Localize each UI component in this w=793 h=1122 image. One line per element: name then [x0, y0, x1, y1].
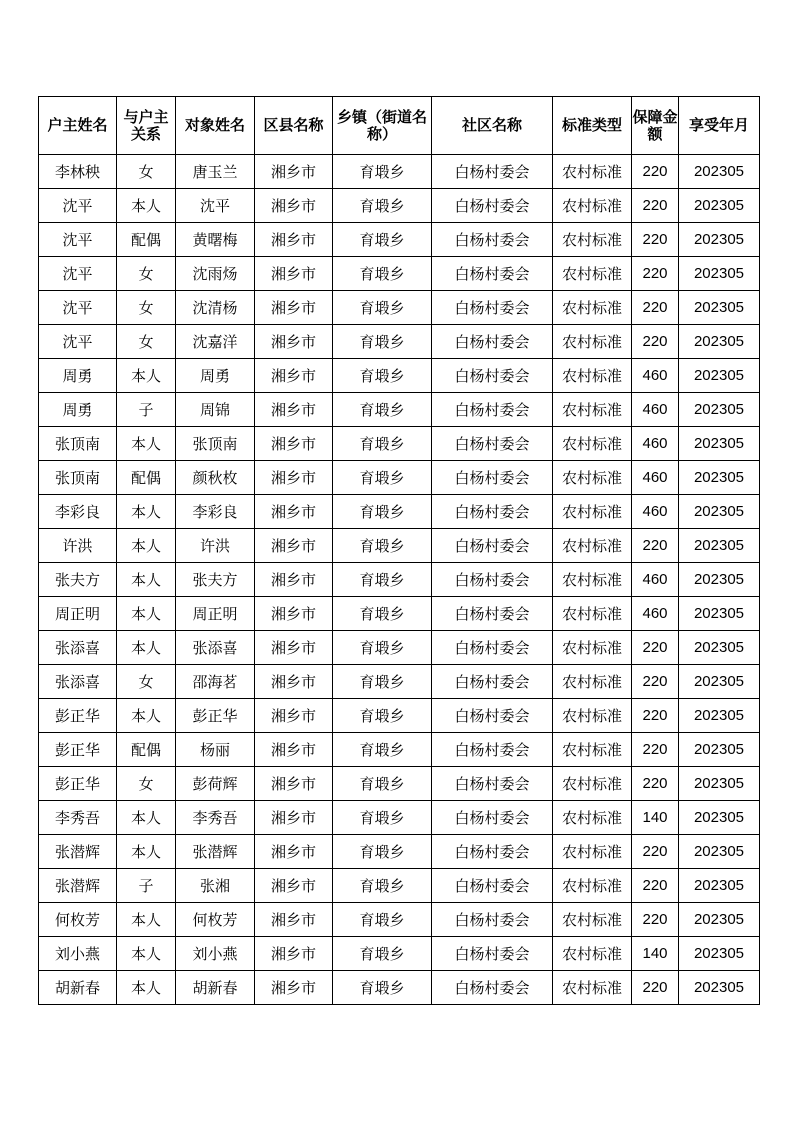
cell-householder-name: 李彩良: [39, 495, 117, 529]
cell-householder-name: 沈平: [39, 325, 117, 359]
table-row: [39, 733, 760, 767]
table-row: [39, 223, 760, 257]
cell-relationship: 本人: [117, 529, 176, 563]
cell-relationship: 配偶: [117, 733, 176, 767]
cell-township: 育塅乡: [333, 461, 432, 495]
cell-county: 湘乡市: [255, 223, 333, 257]
cell-relationship: 女: [117, 767, 176, 801]
cell-amount: 460: [632, 495, 679, 529]
cell-recipient-name: 沈清杨: [176, 291, 255, 325]
cell-county: 湘乡市: [255, 835, 333, 869]
header-standard-type: 标准类型: [553, 97, 632, 155]
cell-township: 育塅乡: [333, 359, 432, 393]
table-row: [39, 529, 760, 563]
cell-period: 202305: [679, 155, 760, 189]
cell-householder-name: 刘小燕: [39, 937, 117, 971]
cell-amount: 460: [632, 563, 679, 597]
cell-householder-name: 沈平: [39, 189, 117, 223]
table-row: [39, 291, 760, 325]
cell-recipient-name: 张湘: [176, 869, 255, 903]
cell-county: 湘乡市: [255, 325, 333, 359]
cell-amount: 220: [632, 869, 679, 903]
cell-period: 202305: [679, 189, 760, 223]
cell-township: 育塅乡: [333, 631, 432, 665]
cell-recipient-name: 彭荷辉: [176, 767, 255, 801]
cell-relationship: 本人: [117, 835, 176, 869]
cell-community: 白杨村委会: [432, 733, 553, 767]
cell-community: 白杨村委会: [432, 869, 553, 903]
cell-township: 育塅乡: [333, 699, 432, 733]
cell-recipient-name: 李秀吾: [176, 801, 255, 835]
cell-recipient-name: 彭正华: [176, 699, 255, 733]
cell-standard-type: 农村标准: [553, 971, 632, 1005]
cell-county: 湘乡市: [255, 597, 333, 631]
cell-township: 育塅乡: [333, 427, 432, 461]
cell-standard-type: 农村标准: [553, 189, 632, 223]
cell-community: 白杨村委会: [432, 971, 553, 1005]
cell-standard-type: 农村标准: [553, 869, 632, 903]
cell-relationship: 女: [117, 291, 176, 325]
cell-recipient-name: 李彩良: [176, 495, 255, 529]
table-row: [39, 257, 760, 291]
cell-township: 育塅乡: [333, 597, 432, 631]
cell-standard-type: 农村标准: [553, 461, 632, 495]
cell-county: 湘乡市: [255, 461, 333, 495]
cell-county: 湘乡市: [255, 801, 333, 835]
cell-householder-name: 张潜辉: [39, 835, 117, 869]
cell-relationship: 本人: [117, 189, 176, 223]
cell-recipient-name: 张潜辉: [176, 835, 255, 869]
cell-householder-name: 周正明: [39, 597, 117, 631]
cell-standard-type: 农村标准: [553, 801, 632, 835]
table-row: [39, 631, 760, 665]
cell-township: 育塅乡: [333, 767, 432, 801]
cell-amount: 460: [632, 393, 679, 427]
table-row: [39, 359, 760, 393]
cell-community: 白杨村委会: [432, 801, 553, 835]
header-township: 乡镇（街道名称）: [333, 97, 432, 155]
header-relationship: 与户主关系: [117, 97, 176, 155]
cell-county: 湘乡市: [255, 393, 333, 427]
cell-householder-name: 张添喜: [39, 665, 117, 699]
cell-township: 育塅乡: [333, 903, 432, 937]
cell-amount: 140: [632, 801, 679, 835]
cell-householder-name: 张夫方: [39, 563, 117, 597]
cell-county: 湘乡市: [255, 733, 333, 767]
cell-recipient-name: 周锦: [176, 393, 255, 427]
table-row: [39, 563, 760, 597]
cell-community: 白杨村委会: [432, 291, 553, 325]
cell-recipient-name: 何枚芳: [176, 903, 255, 937]
cell-community: 白杨村委会: [432, 257, 553, 291]
cell-township: 育塅乡: [333, 393, 432, 427]
table-row: [39, 801, 760, 835]
cell-householder-name: 张顶南: [39, 427, 117, 461]
cell-township: 育塅乡: [333, 733, 432, 767]
cell-relationship: 女: [117, 257, 176, 291]
cell-householder-name: 沈平: [39, 223, 117, 257]
cell-recipient-name: 周勇: [176, 359, 255, 393]
cell-period: 202305: [679, 835, 760, 869]
cell-period: 202305: [679, 971, 760, 1005]
cell-recipient-name: 颜秋枚: [176, 461, 255, 495]
cell-county: 湘乡市: [255, 529, 333, 563]
cell-householder-name: 许洪: [39, 529, 117, 563]
table-row: [39, 903, 760, 937]
cell-householder-name: 李秀吾: [39, 801, 117, 835]
cell-period: 202305: [679, 461, 760, 495]
cell-householder-name: 沈平: [39, 291, 117, 325]
cell-recipient-name: 胡新春: [176, 971, 255, 1005]
table-row: [39, 971, 760, 1005]
cell-community: 白杨村委会: [432, 529, 553, 563]
cell-community: 白杨村委会: [432, 767, 553, 801]
cell-recipient-name: 张添喜: [176, 631, 255, 665]
cell-standard-type: 农村标准: [553, 835, 632, 869]
cell-amount: 220: [632, 733, 679, 767]
cell-amount: 220: [632, 257, 679, 291]
cell-recipient-name: 张夫方: [176, 563, 255, 597]
header-row: [39, 97, 760, 155]
cell-community: 白杨村委会: [432, 155, 553, 189]
cell-amount: 220: [632, 155, 679, 189]
cell-county: 湘乡市: [255, 189, 333, 223]
cell-relationship: 子: [117, 393, 176, 427]
cell-period: 202305: [679, 597, 760, 631]
cell-township: 育塅乡: [333, 155, 432, 189]
cell-householder-name: 胡新春: [39, 971, 117, 1005]
cell-county: 湘乡市: [255, 427, 333, 461]
cell-amount: 220: [632, 529, 679, 563]
cell-householder-name: 周勇: [39, 359, 117, 393]
cell-community: 白杨村委会: [432, 937, 553, 971]
cell-community: 白杨村委会: [432, 223, 553, 257]
table-row: [39, 393, 760, 427]
cell-recipient-name: 黄曙梅: [176, 223, 255, 257]
cell-recipient-name: 许洪: [176, 529, 255, 563]
cell-township: 育塅乡: [333, 971, 432, 1005]
cell-township: 育塅乡: [333, 495, 432, 529]
cell-county: 湘乡市: [255, 699, 333, 733]
cell-recipient-name: 张顶南: [176, 427, 255, 461]
beneficiary-table: [38, 96, 760, 1005]
cell-relationship: 子: [117, 869, 176, 903]
cell-amount: 220: [632, 903, 679, 937]
cell-county: 湘乡市: [255, 767, 333, 801]
cell-relationship: 女: [117, 665, 176, 699]
cell-period: 202305: [679, 257, 760, 291]
cell-township: 育塅乡: [333, 325, 432, 359]
cell-township: 育塅乡: [333, 937, 432, 971]
cell-amount: 460: [632, 427, 679, 461]
cell-county: 湘乡市: [255, 563, 333, 597]
cell-standard-type: 农村标准: [553, 665, 632, 699]
cell-recipient-name: 杨丽: [176, 733, 255, 767]
cell-householder-name: 张添喜: [39, 631, 117, 665]
cell-relationship: 本人: [117, 597, 176, 631]
cell-standard-type: 农村标准: [553, 427, 632, 461]
table-row: [39, 597, 760, 631]
cell-period: 202305: [679, 903, 760, 937]
cell-township: 育塅乡: [333, 835, 432, 869]
table-row: [39, 869, 760, 903]
cell-amount: 220: [632, 189, 679, 223]
cell-amount: 220: [632, 291, 679, 325]
cell-community: 白杨村委会: [432, 325, 553, 359]
cell-community: 白杨村委会: [432, 835, 553, 869]
cell-period: 202305: [679, 495, 760, 529]
cell-householder-name: 彭正华: [39, 699, 117, 733]
cell-standard-type: 农村标准: [553, 597, 632, 631]
table-row: [39, 155, 760, 189]
header-county: 区县名称: [255, 97, 333, 155]
cell-relationship: 女: [117, 325, 176, 359]
cell-community: 白杨村委会: [432, 903, 553, 937]
table-row: [39, 767, 760, 801]
table-row: [39, 461, 760, 495]
table-row: [39, 495, 760, 529]
cell-householder-name: 李林秧: [39, 155, 117, 189]
cell-relationship: 本人: [117, 495, 176, 529]
cell-recipient-name: 刘小燕: [176, 937, 255, 971]
table-row: [39, 189, 760, 223]
cell-standard-type: 农村标准: [553, 937, 632, 971]
cell-amount: 460: [632, 359, 679, 393]
cell-community: 白杨村委会: [432, 393, 553, 427]
cell-period: 202305: [679, 937, 760, 971]
cell-period: 202305: [679, 631, 760, 665]
cell-period: 202305: [679, 325, 760, 359]
cell-relationship: 本人: [117, 903, 176, 937]
cell-householder-name: 沈平: [39, 257, 117, 291]
cell-standard-type: 农村标准: [553, 733, 632, 767]
cell-community: 白杨村委会: [432, 359, 553, 393]
cell-township: 育塅乡: [333, 529, 432, 563]
cell-period: 202305: [679, 223, 760, 257]
table-row: [39, 665, 760, 699]
cell-recipient-name: 邵海茗: [176, 665, 255, 699]
cell-community: 白杨村委会: [432, 189, 553, 223]
header-period: 享受年月: [679, 97, 760, 155]
cell-county: 湘乡市: [255, 631, 333, 665]
cell-county: 湘乡市: [255, 257, 333, 291]
cell-standard-type: 农村标准: [553, 291, 632, 325]
cell-county: 湘乡市: [255, 937, 333, 971]
cell-county: 湘乡市: [255, 971, 333, 1005]
cell-standard-type: 农村标准: [553, 495, 632, 529]
cell-standard-type: 农村标准: [553, 223, 632, 257]
cell-period: 202305: [679, 393, 760, 427]
table-row: [39, 325, 760, 359]
cell-period: 202305: [679, 427, 760, 461]
cell-community: 白杨村委会: [432, 597, 553, 631]
cell-township: 育塅乡: [333, 801, 432, 835]
header-community: 社区名称: [432, 97, 553, 155]
cell-county: 湘乡市: [255, 359, 333, 393]
cell-community: 白杨村委会: [432, 665, 553, 699]
cell-relationship: 配偶: [117, 461, 176, 495]
cell-township: 育塅乡: [333, 257, 432, 291]
cell-county: 湘乡市: [255, 869, 333, 903]
cell-recipient-name: 沈雨炀: [176, 257, 255, 291]
cell-relationship: 本人: [117, 699, 176, 733]
cell-relationship: 本人: [117, 937, 176, 971]
table-row: [39, 937, 760, 971]
cell-householder-name: 张潜辉: [39, 869, 117, 903]
cell-township: 育塅乡: [333, 223, 432, 257]
cell-amount: 220: [632, 699, 679, 733]
cell-relationship: 本人: [117, 359, 176, 393]
cell-householder-name: 彭正华: [39, 767, 117, 801]
cell-amount: 220: [632, 767, 679, 801]
cell-householder-name: 何枚芳: [39, 903, 117, 937]
cell-relationship: 本人: [117, 563, 176, 597]
cell-standard-type: 农村标准: [553, 903, 632, 937]
cell-amount: 220: [632, 971, 679, 1005]
cell-township: 育塅乡: [333, 563, 432, 597]
table-row: [39, 699, 760, 733]
cell-county: 湘乡市: [255, 495, 333, 529]
cell-recipient-name: 唐玉兰: [176, 155, 255, 189]
cell-township: 育塅乡: [333, 665, 432, 699]
cell-amount: 460: [632, 597, 679, 631]
cell-standard-type: 农村标准: [553, 529, 632, 563]
cell-amount: 220: [632, 223, 679, 257]
header-amount: 保障金额: [632, 97, 679, 155]
cell-amount: 460: [632, 461, 679, 495]
cell-period: 202305: [679, 869, 760, 903]
cell-standard-type: 农村标准: [553, 699, 632, 733]
cell-community: 白杨村委会: [432, 699, 553, 733]
cell-recipient-name: 沈嘉洋: [176, 325, 255, 359]
cell-standard-type: 农村标准: [553, 257, 632, 291]
cell-amount: 220: [632, 665, 679, 699]
cell-period: 202305: [679, 767, 760, 801]
cell-recipient-name: 周正明: [176, 597, 255, 631]
table-row: [39, 427, 760, 461]
cell-amount: 220: [632, 631, 679, 665]
cell-relationship: 本人: [117, 631, 176, 665]
cell-community: 白杨村委会: [432, 461, 553, 495]
table-body: [39, 155, 760, 1005]
cell-county: 湘乡市: [255, 291, 333, 325]
cell-community: 白杨村委会: [432, 563, 553, 597]
cell-relationship: 女: [117, 155, 176, 189]
cell-standard-type: 农村标准: [553, 767, 632, 801]
cell-recipient-name: 沈平: [176, 189, 255, 223]
cell-county: 湘乡市: [255, 665, 333, 699]
cell-standard-type: 农村标准: [553, 393, 632, 427]
cell-amount: 140: [632, 937, 679, 971]
cell-county: 湘乡市: [255, 903, 333, 937]
header-householder-name: 户主姓名: [39, 97, 117, 155]
cell-householder-name: 周勇: [39, 393, 117, 427]
cell-period: 202305: [679, 801, 760, 835]
cell-period: 202305: [679, 665, 760, 699]
header-recipient-name: 对象姓名: [176, 97, 255, 155]
cell-amount: 220: [632, 325, 679, 359]
cell-relationship: 本人: [117, 971, 176, 1005]
cell-relationship: 配偶: [117, 223, 176, 257]
cell-period: 202305: [679, 359, 760, 393]
cell-township: 育塅乡: [333, 869, 432, 903]
cell-standard-type: 农村标准: [553, 155, 632, 189]
cell-period: 202305: [679, 529, 760, 563]
cell-township: 育塅乡: [333, 189, 432, 223]
cell-county: 湘乡市: [255, 155, 333, 189]
cell-period: 202305: [679, 563, 760, 597]
cell-period: 202305: [679, 291, 760, 325]
cell-period: 202305: [679, 699, 760, 733]
table-row: [39, 835, 760, 869]
cell-period: 202305: [679, 733, 760, 767]
cell-standard-type: 农村标准: [553, 631, 632, 665]
cell-township: 育塅乡: [333, 291, 432, 325]
cell-relationship: 本人: [117, 801, 176, 835]
cell-householder-name: 张顶南: [39, 461, 117, 495]
cell-relationship: 本人: [117, 427, 176, 461]
cell-standard-type: 农村标准: [553, 325, 632, 359]
cell-householder-name: 彭正华: [39, 733, 117, 767]
cell-standard-type: 农村标准: [553, 563, 632, 597]
cell-community: 白杨村委会: [432, 631, 553, 665]
cell-amount: 220: [632, 835, 679, 869]
cell-standard-type: 农村标准: [553, 359, 632, 393]
cell-community: 白杨村委会: [432, 427, 553, 461]
cell-community: 白杨村委会: [432, 495, 553, 529]
